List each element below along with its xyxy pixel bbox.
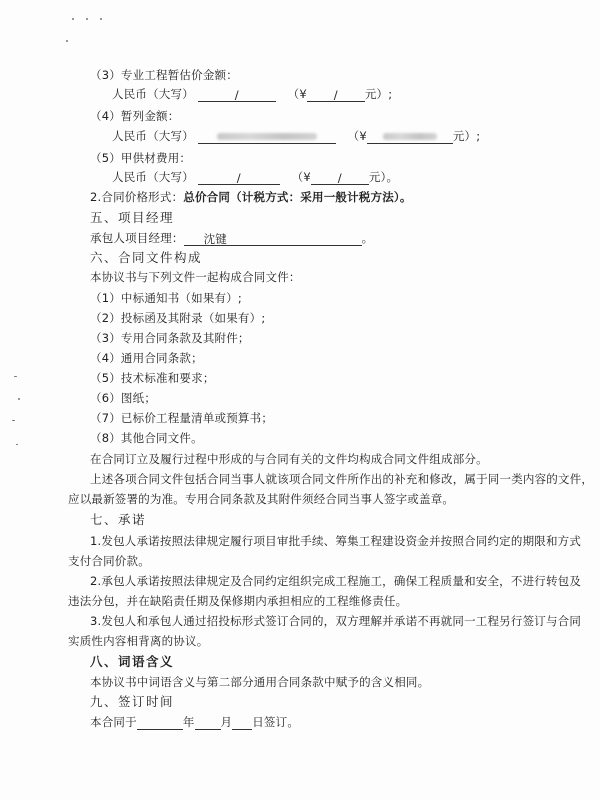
section-3-heading: （3）专业工程暂估价金额：	[90, 68, 238, 82]
yen-amount-blank: /	[311, 170, 369, 185]
price-form-prefix: 2.合同价格形式：	[90, 190, 184, 204]
price-form-line	[90, 189, 412, 205]
price-form-type: 总价合同	[183, 190, 231, 204]
scan-speck	[12, 420, 15, 421]
scan-speck	[18, 398, 20, 400]
heading-definitions: 八、词语含义	[90, 654, 175, 669]
scan-speck	[72, 18, 74, 20]
documents-paragraph-a: 在合同订立及履行过程中形成的与合同有关的文件均构成合同文件组成部分。	[90, 452, 488, 466]
project-manager-name: 沈键	[184, 231, 362, 246]
yen-open: （¥	[287, 87, 307, 101]
document-item-5: （5）技术标准和要求；	[90, 371, 215, 385]
scan-speck	[100, 18, 102, 20]
rmb-label: 人民币（大写）	[112, 87, 194, 101]
document-item-4: （4）通用合同条款；	[90, 351, 203, 365]
day-blank	[232, 715, 252, 730]
rmb-label: 人民币（大写）	[112, 170, 194, 184]
scan-speck	[86, 18, 88, 20]
yen-close: 元）;	[364, 87, 393, 101]
yen-open: （¥	[291, 170, 311, 184]
yen-amount-blank: /	[307, 87, 365, 102]
document-item-8: （8）其他合同文件。	[90, 431, 203, 445]
documents-paragraph-b-line-1: 上述各项合同文件包括合同当事人就该项合同文件所作出的补充和修改，属于同一类内容的文件，	[90, 472, 594, 486]
documents-paragraph-b-line-2: 应以最新签署的为准。专用合同条款及其附件须经合同当事人签字或盖章。	[68, 492, 455, 506]
section-4-heading: （4）暂列金额：	[90, 109, 180, 123]
heading-project-manager: 五、项目经理	[90, 210, 175, 225]
commitment-2-line-1: 2.承包人承诺按照法律规定及合同约定组织完成工程施工，确保工程质量和安全，不进行转包及	[90, 574, 582, 588]
scan-speck	[14, 376, 17, 377]
document-item-1: （1）中标通知书（如果有）;	[90, 291, 242, 305]
commitment-3-line-1: 3.发包人和承包人通过招投标形式签订合同的，双方理解并承诺不再就同一工程另行签订与合同	[90, 614, 582, 628]
line-end: 。	[361, 231, 374, 245]
yen-open: （¥	[347, 129, 367, 143]
heading-signing-time: 九、签订时间	[90, 694, 175, 709]
documents-intro: 本协议书与下列文件一起构成合同文件：	[90, 270, 301, 284]
commitment-1-line-1: 1.发包人承诺按照法律规定履行项目审批手续、筹集工程建设资金并按照合同约定的期限和方式	[90, 534, 582, 548]
rmb-amount-blank: /	[198, 87, 276, 102]
scan-speck	[66, 40, 68, 42]
yen-close: 元）。	[368, 170, 399, 184]
section-5-amount-line	[112, 169, 398, 185]
price-form-tax: （计税方式：采用一般计税方法）。	[230, 190, 412, 204]
section-3-amount-line	[112, 86, 392, 102]
heading-contract-documents: 六、合同文件构成	[90, 250, 203, 265]
scan-speck	[16, 444, 18, 445]
commitment-1-line-2: 支付合同价款。	[68, 554, 150, 568]
signing-date-line	[90, 714, 299, 730]
day-label: 日签订。	[252, 715, 300, 729]
heading-commitments: 七、承诺	[90, 512, 147, 527]
section-4-amount-line	[112, 128, 480, 144]
document-item-7: （7）已标价工程量清单或预算书；	[90, 411, 274, 425]
document-item-2: （2）投标函及其附录（如果有）;	[90, 311, 266, 325]
commitment-3-line-2: 实质性内容相背离的协议。	[68, 634, 209, 648]
yen-close: 元）;	[452, 129, 481, 143]
commitment-2-line-2: 违法分包，并在缺陷责任期及保修期内承担相应的工程维修责任。	[68, 594, 408, 608]
yen-amount-redacted	[367, 129, 453, 144]
month-blank	[195, 715, 221, 730]
definitions-paragraph: 本协议书中词语含义与第二部分通用合同条款中赋予的含义相同。	[90, 675, 430, 689]
project-manager-label: 承包人项目经理：	[90, 231, 184, 245]
rmb-amount-blank: /	[198, 170, 280, 185]
rmb-label: 人民币（大写）	[112, 129, 194, 143]
year-blank	[137, 715, 183, 730]
year-label: 年	[182, 715, 195, 729]
month-label: 月	[220, 715, 233, 729]
project-manager-line	[90, 230, 373, 246]
document-item-3: （3）专用合同条款及其附件；	[90, 331, 250, 345]
section-5-heading: （5）甲供材费用：	[90, 151, 192, 165]
signing-prefix: 本合同于	[90, 715, 137, 729]
rmb-amount-redacted	[198, 129, 336, 144]
document-item-6: （6）图纸；	[90, 391, 157, 405]
